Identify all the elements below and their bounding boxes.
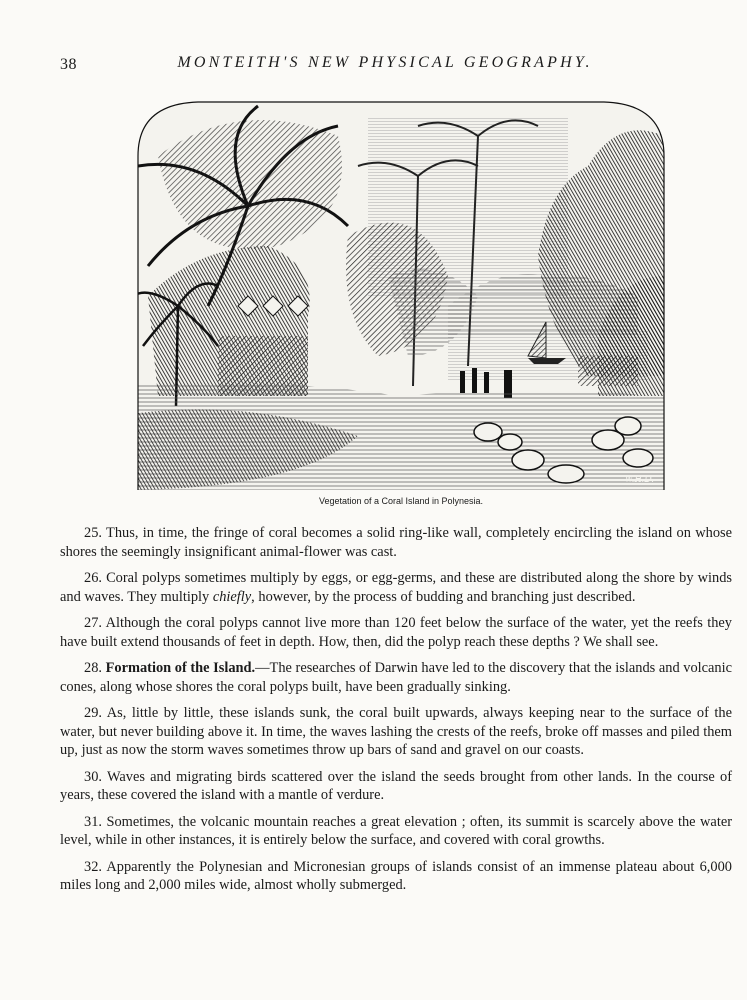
paragraph-30: 30. Waves and migrating birds scattered over the island the seeds brought from other lands. In the course of years, these covered the island with a mantle of verdure. xyxy=(60,768,732,803)
paragraph-26 xyxy=(60,569,732,606)
page-number: 38 xyxy=(60,56,77,73)
paragraph-26-text-b: , however, by the process of budding and branching just described. xyxy=(251,588,636,605)
paragraph-28 xyxy=(60,659,732,696)
paragraph-25: 25. Thus, in time, the fringe of coral becomes a solid ring-like wall, completely encircling the island on whose shores the seemingly insignificant animal-flower was cast. xyxy=(60,525,732,560)
paragraph-31: 31. Sometimes, the volcanic mountain reaches a great elevation ; often, its summit is scarcely above the water level, while in other instances, it is entirely below the surface, and covered with coral growths. xyxy=(60,813,732,848)
engraver-mark: W.H.D. xyxy=(624,474,654,485)
engraving-illustration xyxy=(118,96,684,490)
paragraph-29: 29. As, little by little, these islands sunk, the coral built upwards, always keeping near to the surface of the water, but never building above it. In time, the waves lashing the crests of the reefs, broke off masses and piled them up, just as now the storm waves sometimes throw up bars of sand and gravel on our coasts. xyxy=(60,705,732,758)
paragraph-27: 27. Although the coral polyps cannot live more than 120 feet below the surface of the water, yet the reefs they have built extend thousands of feet in depth. How, then, did the polyp reach these depths ? We shall see. xyxy=(60,615,732,650)
figure-caption: Vegetation of a Coral Island in Polynesia. xyxy=(318,496,484,506)
paragraph-28-number: 28. xyxy=(84,660,106,676)
running-title: MONTEITH'S NEW PHYSICAL GEOGRAPHY. xyxy=(177,54,593,71)
body-text xyxy=(60,524,732,903)
paragraph-32: 32. Apparently the Polynesian and Micronesian groups of islands consist of an immense plateau about 6,000 miles long and 2,000 miles wide, almost wholly submerged. xyxy=(60,858,732,893)
paragraph-26-italic: chiefly xyxy=(212,588,252,605)
paragraph-26-text-a: 26. Coral polyps sometimes multiply by eggs, or egg-germs, and these are distributed along the shore by winds and waves. They multiply xyxy=(60,570,732,605)
paragraph-28-text: —The researches of Darwin have led to the discovery that the islands and volcanic cones, along whose shores the coral polyps built, have been gradually sinking. xyxy=(60,660,733,695)
section-heading: Formation of the Island. xyxy=(105,660,256,676)
